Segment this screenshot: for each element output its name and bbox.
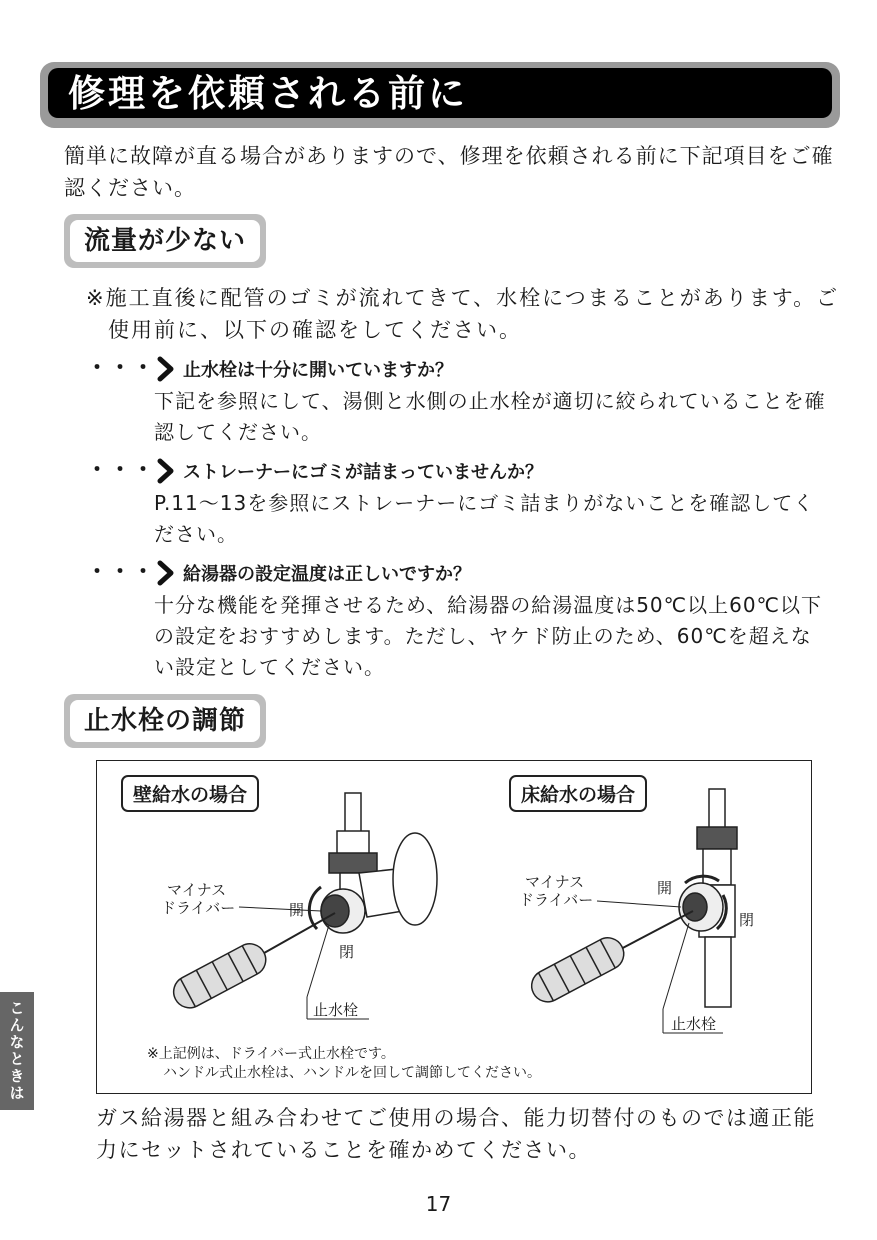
check-answer: P.11～13を参照にストレーナーにゴミ詰まりがないことを確認してください。	[154, 491, 815, 546]
dots-icon: ・・・	[86, 458, 156, 483]
check-question: ストレーナーにゴミが詰まっていませんか？	[183, 462, 544, 483]
floor-supply-label: 床給水の場合	[509, 775, 647, 812]
wall-supply-label: 壁給水の場合	[121, 775, 259, 812]
check-item	[86, 560, 826, 683]
check-header	[86, 560, 826, 586]
section-heading-valve	[64, 694, 266, 748]
main-title-banner-inner	[48, 68, 832, 118]
check-question: 止水栓は十分に開いていますか？	[183, 360, 454, 381]
figure-note	[147, 1045, 541, 1083]
gas-heater-note: ガス給湯器と組み合わせてご使用の場合、能力切替付のものでは適正能力にセットされていることを確かめてください。	[96, 1106, 816, 1162]
check-header	[86, 356, 826, 382]
chevron-right-icon	[157, 356, 175, 382]
valve-figure	[96, 760, 812, 1094]
section-title-flow: 流量が少ない	[70, 220, 260, 262]
check-answer: 下記を参照にして、湯側と水側の止水栓が適切に絞られていることを確認してください。	[154, 389, 826, 444]
figure-note-line: ※上記例は、ドライバー式止水栓です。	[147, 1046, 395, 1062]
dots-icon: ・・・	[86, 356, 156, 381]
close-label: 閉	[339, 943, 355, 961]
section-heading-flow	[64, 214, 266, 268]
close-label: 閉	[739, 911, 755, 929]
chevron-right-icon	[157, 560, 175, 586]
valve-label: 止水栓	[671, 1015, 717, 1033]
screwdriver-label: マイナス	[167, 881, 227, 899]
valve-label: 止水栓	[313, 1001, 359, 1019]
floor-valve-drawing	[526, 789, 737, 1033]
chevron-right-icon	[157, 458, 175, 484]
side-tab-label: こんなときは	[7, 1000, 26, 1102]
check-header	[86, 458, 826, 484]
figure-note-line: ハンドル式止水栓は、ハンドルを回して調節してください。	[163, 1065, 541, 1081]
side-index-tab	[0, 992, 34, 1110]
screwdriver-label: ドライバー	[519, 891, 594, 909]
section-title-valve: 止水栓の調節	[70, 700, 260, 742]
page-number: 17	[425, 1192, 452, 1216]
check-question: 給湯器の設定温度は正しいですか？	[183, 564, 472, 585]
page-title: 修理を依頼される前に	[68, 72, 468, 115]
open-label: 開	[657, 879, 673, 897]
main-title-banner	[40, 62, 840, 128]
check-item	[86, 356, 826, 448]
screwdriver-label: ドライバー	[161, 899, 236, 917]
intro-text: 簡単に故障が直る場合がありますので、修理を依頼される前に下記項目をご確認ください。	[64, 144, 834, 200]
check-item	[86, 458, 826, 550]
check-answer: 十分な機能を発揮させるため、給湯器の給湯温度は50℃以上60℃以下の設定をおすすめします。ただし、ヤケド防止のため、60℃を超えない設定としてください。	[154, 593, 823, 679]
dots-icon: ・・・	[86, 560, 156, 585]
open-label: 開	[289, 901, 305, 919]
section-note: ※施工直後に配管のゴミが流れてきて、水栓につまることがあります。ご使用前に、以下の確認をしてください。	[86, 286, 840, 342]
screwdriver-label: マイナス	[525, 873, 585, 891]
